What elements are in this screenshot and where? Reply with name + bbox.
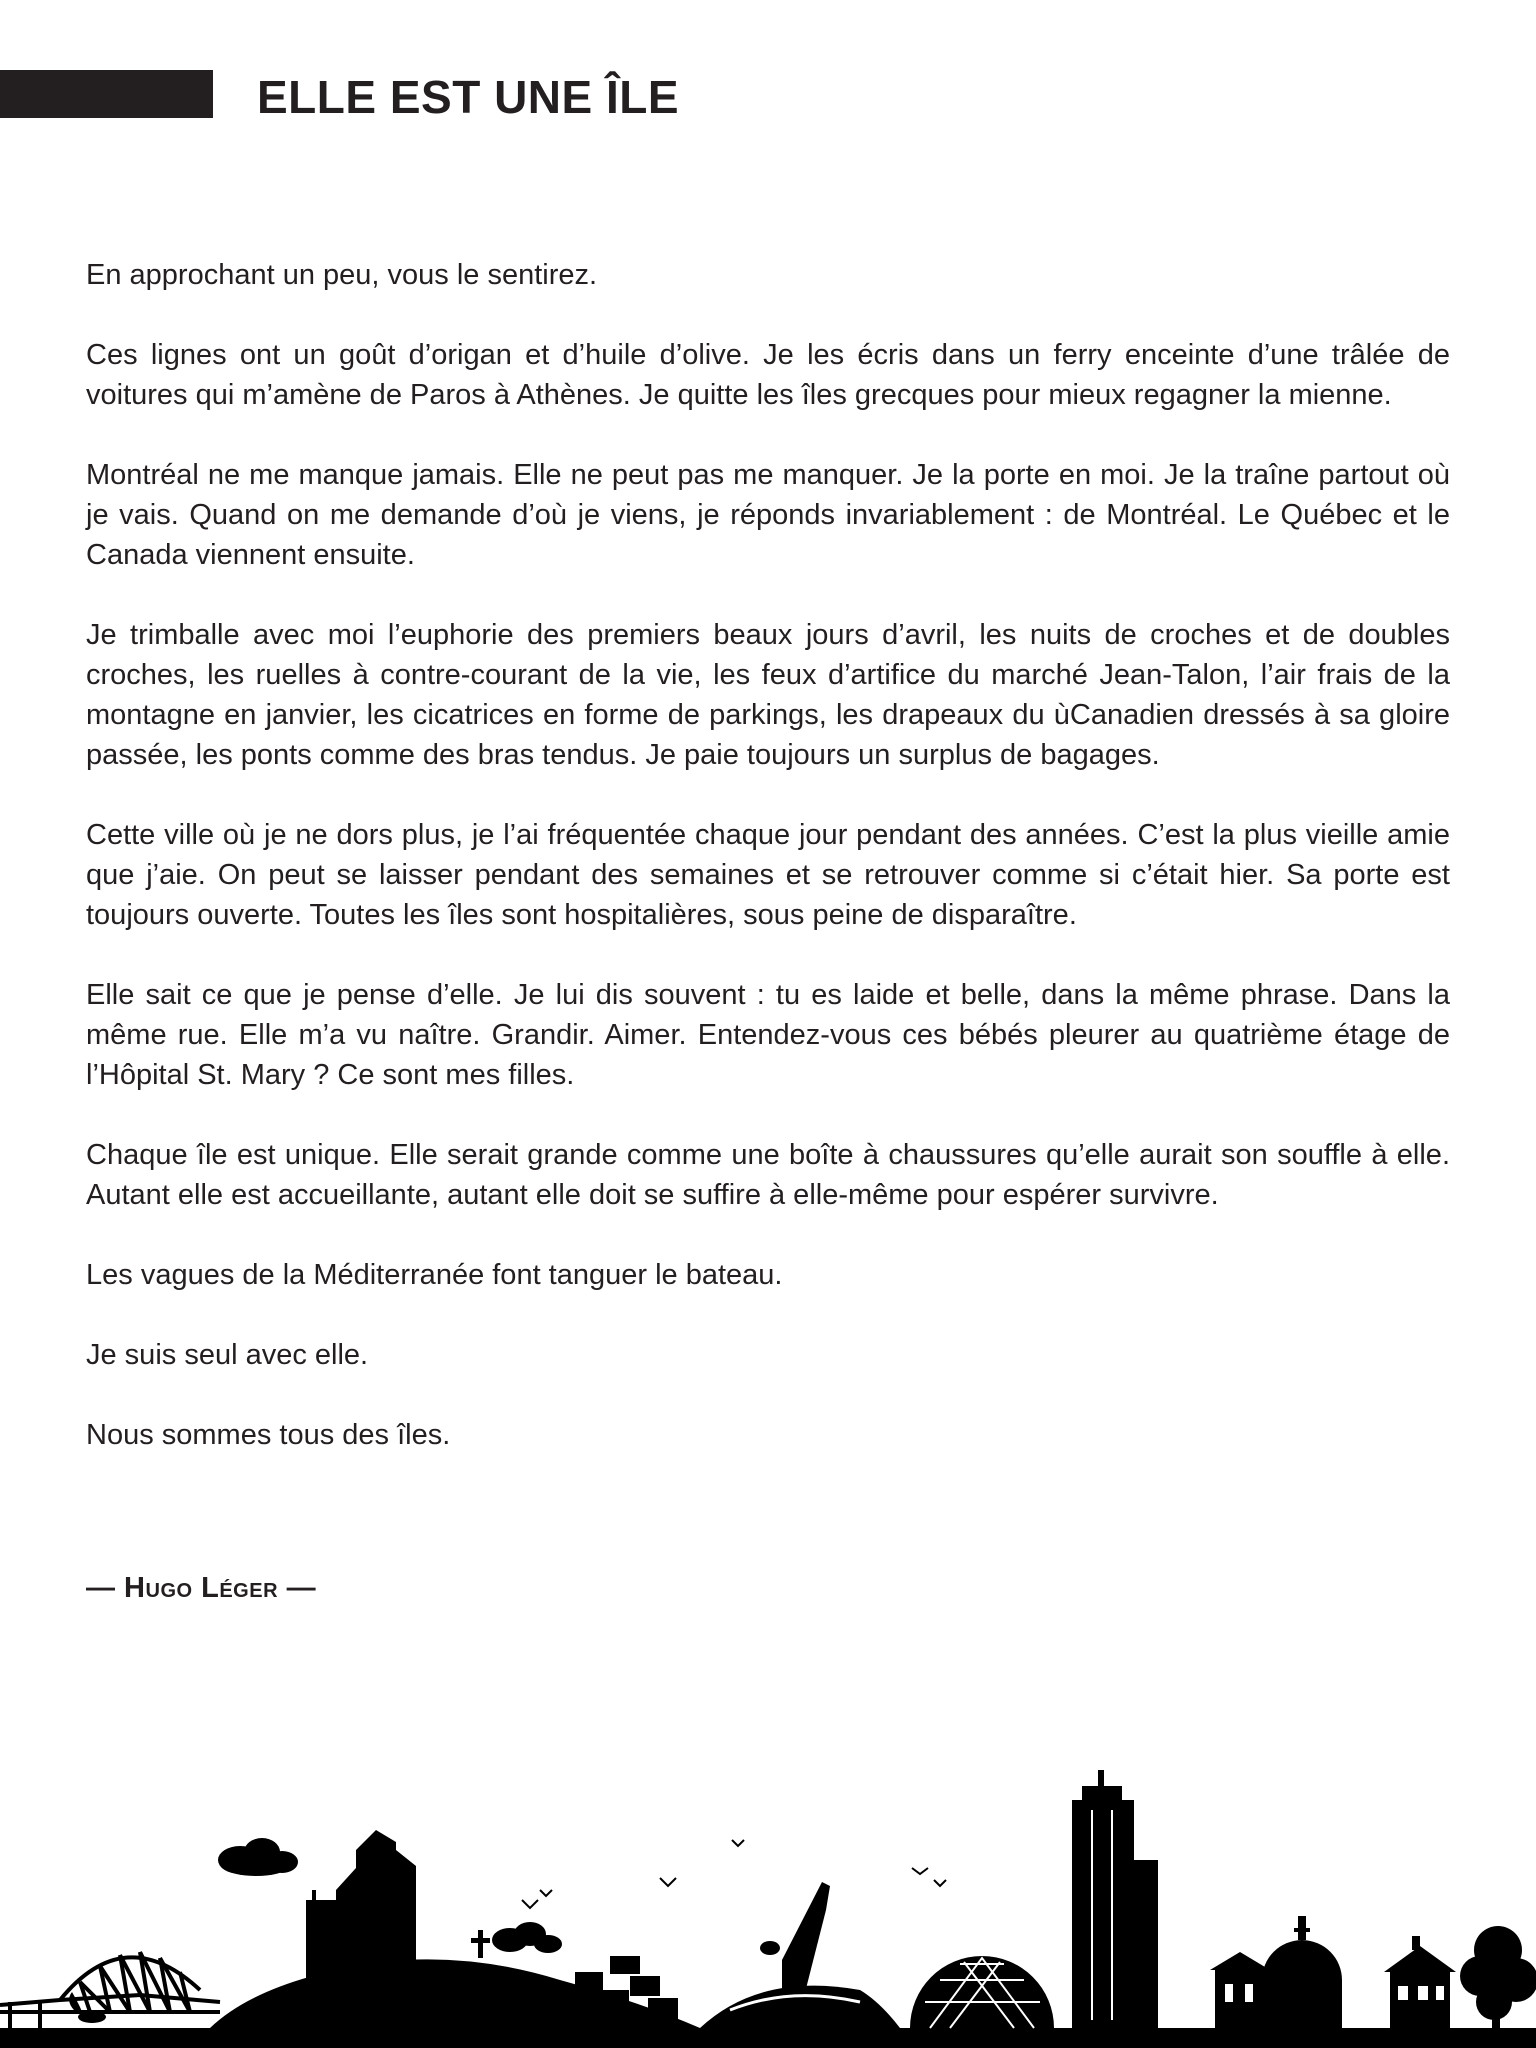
paragraph: Je trimballe avec moi l’euphorie des premiers beaux jours d’avril, les nuits de croches et de doubles croches, les ruelles à contre-courant de la vie, les feux d’artifice du marché Jean-Talon, l’air frais de la montagne en janvier, les cicatrices en forme de parkings, les drapeaux du ùCanadien dressés à sa gloire passée, les ponts comme des bras tendus. Je paie toujours un surplus de bagages.: [86, 619, 1450, 771]
paragraph: Les vagues de la Méditerranée font tanguer le bateau.: [86, 1259, 783, 1291]
title-accent-bar: [0, 70, 213, 118]
paragraph: Ces lignes ont un goût d’origan et d’huile d’olive. Je les écris dans un ferry enceinte d’une trâlée de voitures qui m’amène de Paros à Athènes. Je quitte les îles grecques pour mieux regagner la mienne.: [86, 339, 1450, 411]
montreal-skyline-icon: [0, 1740, 1536, 2048]
paragraph: En approchant un peu, vous le sentirez.: [86, 259, 598, 291]
paragraph: Cette ville où je ne dors plus, je l’ai fréquentée chaque jour pendant des années. C’est la plus vieille amie que j’aie. On peut se laisser pendant des semaines et se retrouver comme si c’était hier. Sa porte est toujours ouverte. Toutes les îles sont hospitalières, sous peine de disparaître.: [86, 819, 1450, 931]
page-title: ELLE EST UNE ÎLE: [257, 71, 680, 123]
paragraph: Nous sommes tous des îles.: [86, 1419, 451, 1451]
article-body: [86, 255, 1450, 1495]
bridge-shape: [0, 1952, 220, 2028]
paragraph: Elle sait ce que je pense d’elle. Je lui dis souvent : tu es laide et belle, dans la même phrase. Dans la même rue. Elle m’a vu naître. Grandir. Aimer. Entendez-vous ces bébés pleurer au quatrième étage de l’Hôpital St. Mary ? Ce sont mes filles.: [86, 979, 1450, 1091]
author-signature: — Hugo Léger —: [86, 1572, 317, 1604]
paragraph: Montréal ne me manque jamais. Elle ne peut pas me manquer. Je la porte en moi. Je la traîne partout où je vais. Quand on me demande d’où je viens, je réponds invariablement : de Montréal. Le Québec et le Canada viennent ensuite.: [86, 459, 1450, 571]
paragraph: Je suis seul avec elle.: [86, 1339, 369, 1371]
paragraph: Chaque île est unique. Elle serait grande comme une boîte à chaussures qu’elle aurait son souffle à elle. Autant elle est accueillante, autant elle doit se suffire à elle-même pour espérer survivre.: [86, 1139, 1450, 1211]
